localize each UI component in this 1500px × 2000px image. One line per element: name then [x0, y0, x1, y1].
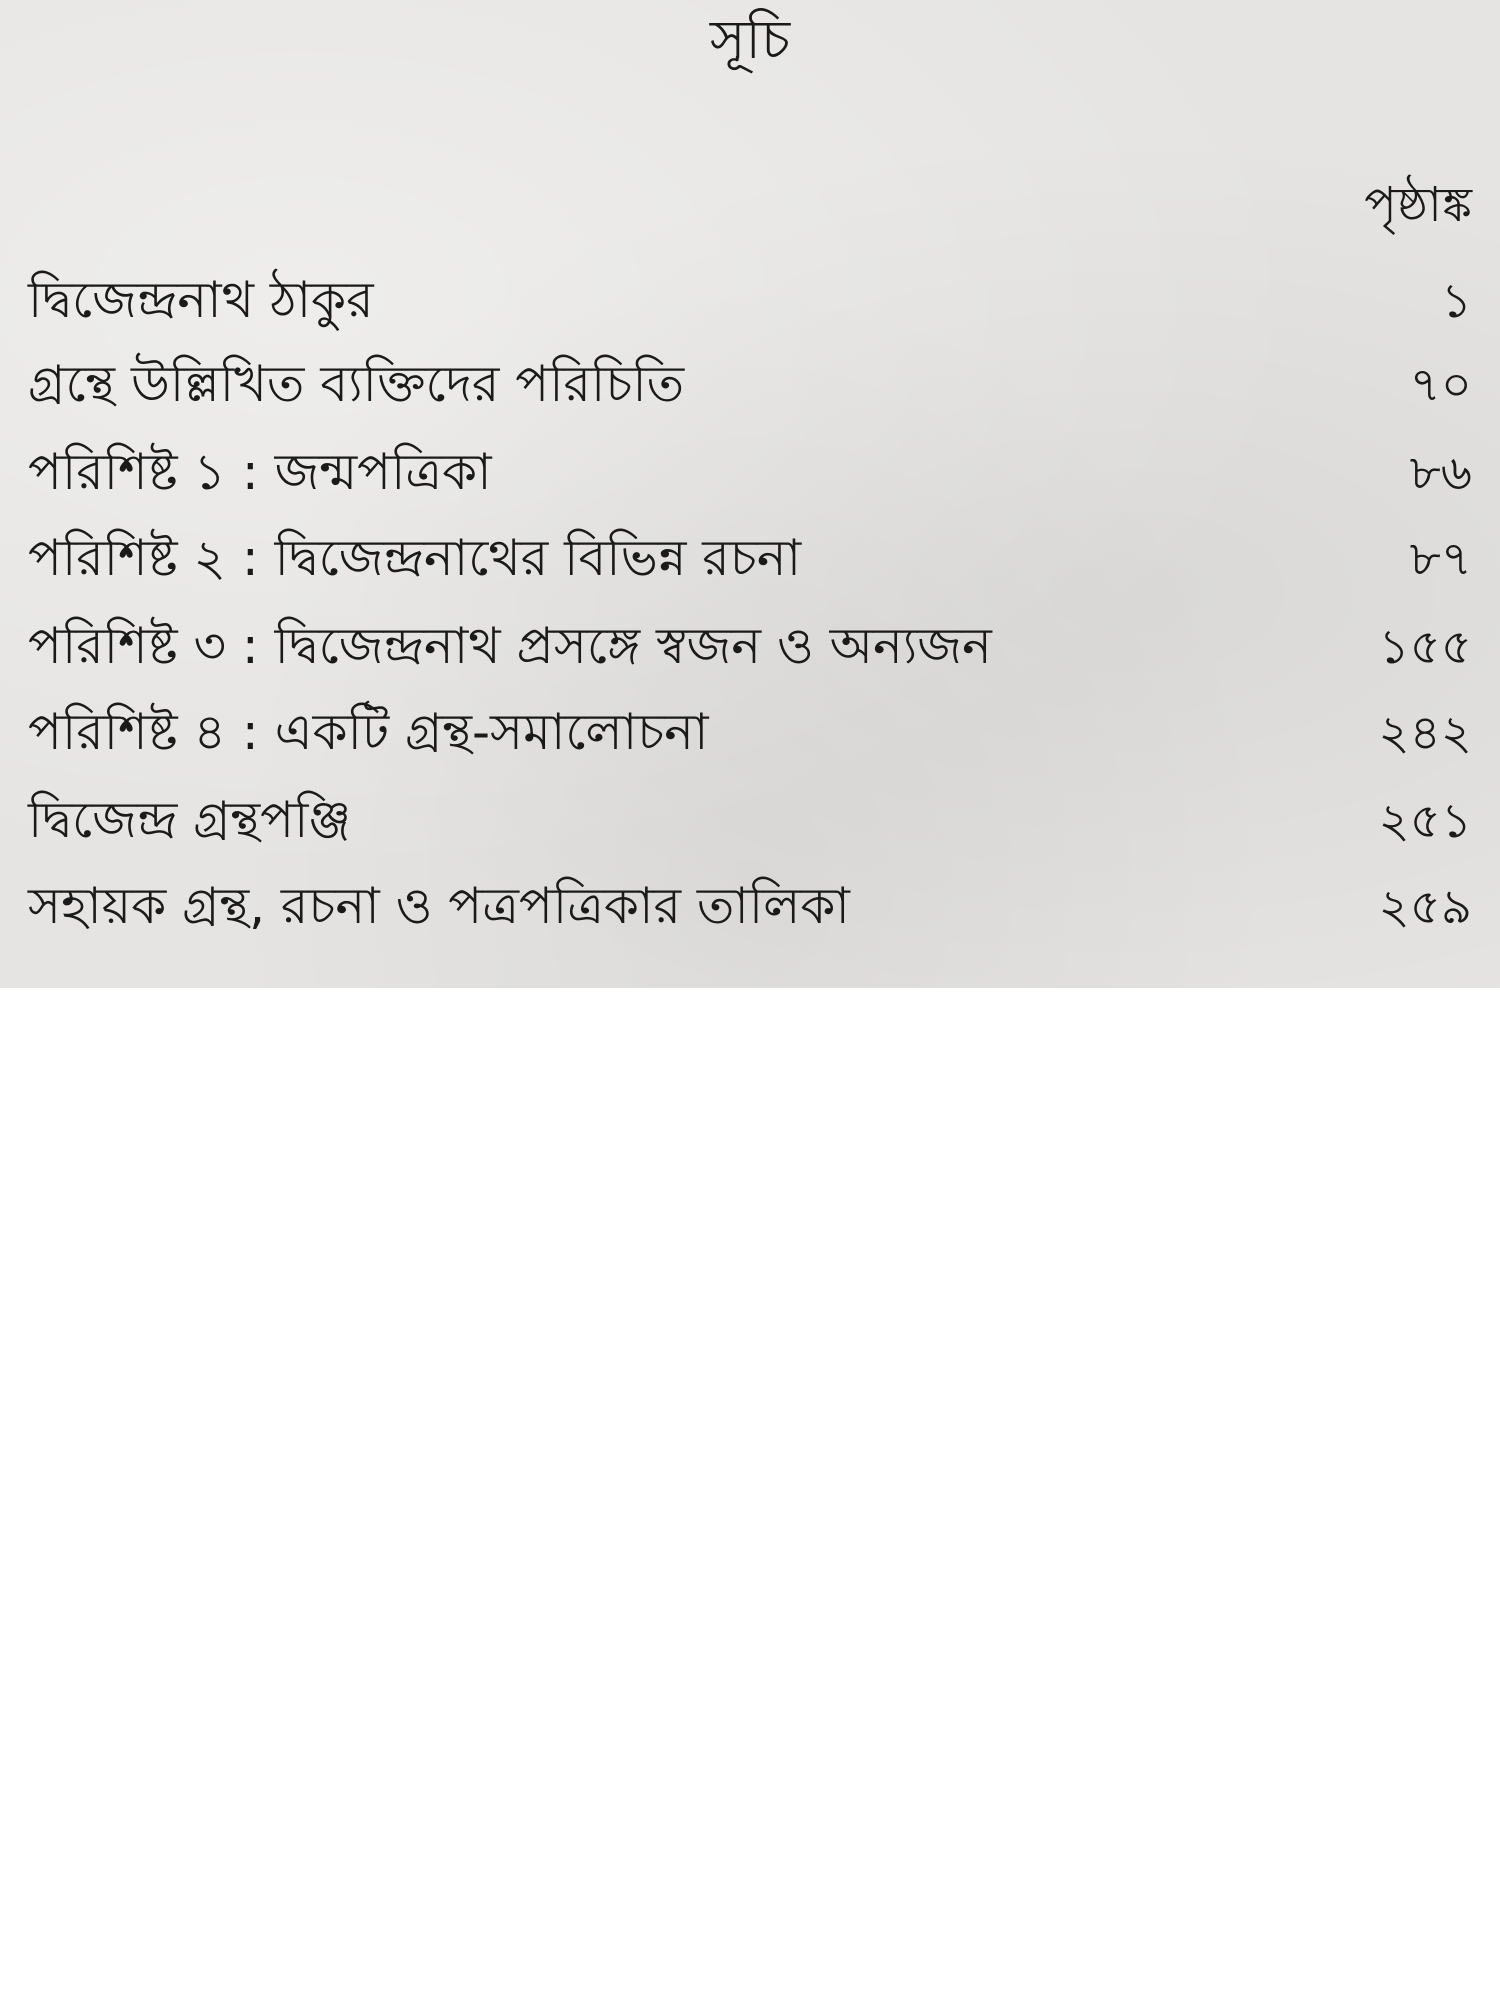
toc-entry-title: সহায়ক গ্রন্থ, রচনা ও পত্রপত্রিকার তালিকা [28, 877, 850, 935]
page-number-column-label: পৃষ্ঠাঙ্ক [1364, 177, 1472, 233]
toc-entry [28, 868, 1472, 953]
toc-entry [28, 346, 1472, 431]
toc-entry [28, 608, 1472, 693]
toc-entry-title: দ্বিজেন্দ্রনাথ ঠাকুর [28, 271, 374, 329]
blank-area [0, 988, 1500, 2000]
toc-entry-title: গ্রন্থে উল্লিখিত ব্যক্তিদের পরিচিতি [28, 355, 685, 413]
toc-entry-title: পরিশিষ্ট ৩ : দ্বিজেন্দ্রনাথ প্রসঙ্গে স্বজন ও অন্যজন [28, 617, 992, 675]
toc-entry-page: ৭০ [1409, 357, 1472, 413]
toc-entry-page: ২৫১ [1378, 793, 1472, 849]
toc-entry [28, 262, 1472, 347]
toc-entry-page: ৮৭ [1409, 531, 1472, 587]
toc-entry-page: ৮৬ [1409, 445, 1472, 501]
scanned-page [0, 0, 1500, 988]
contents-heading: সূচি [709, 8, 791, 71]
toc-entry [28, 694, 1472, 779]
toc-entry-title: দ্বিজেন্দ্র গ্রন্থপঞ্জি [28, 791, 352, 849]
toc-entry-title: পরিশিষ্ট ১ : জন্মপত্রিকা [28, 443, 492, 501]
toc-entry [28, 520, 1472, 605]
toc-entry-page: ২৫৯ [1378, 879, 1472, 935]
toc-entry-page: ১৫৫ [1378, 619, 1472, 675]
toc-entry [28, 782, 1472, 867]
toc-entry-title: পরিশিষ্ট ৪ : একটি গ্রন্থ-সমালোচনা [28, 703, 709, 761]
toc-entry-page: ১ [1440, 273, 1472, 329]
toc-entry [28, 434, 1472, 519]
toc-entry-title: পরিশিষ্ট ২ : দ্বিজেন্দ্রনাথের বিভিন্ন রচনা [28, 529, 802, 587]
toc-entry-page: ২৪২ [1378, 705, 1472, 761]
